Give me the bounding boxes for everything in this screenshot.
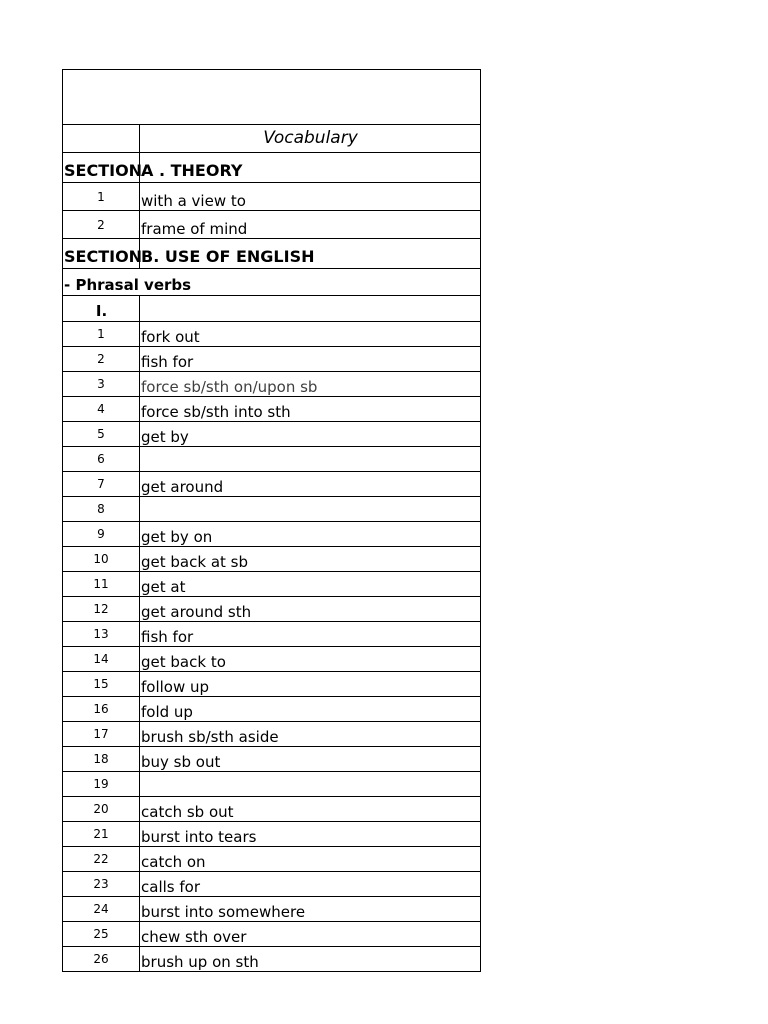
item-term[interactable]: fork out: [140, 322, 481, 347]
roman-numeral-cell[interactable]: I.: [63, 296, 140, 322]
section-b-label[interactable]: SECTION: [63, 239, 140, 269]
item-number[interactable]: 14: [63, 647, 140, 672]
item-term[interactable]: burst into tears: [140, 822, 481, 847]
item-number[interactable]: 2: [63, 347, 140, 372]
item-number[interactable]: 4: [63, 397, 140, 422]
item-number[interactable]: 17: [63, 722, 140, 747]
roman-row-blank-cell[interactable]: [140, 296, 481, 322]
table-row: [63, 422, 481, 447]
header-blank-row: [63, 70, 481, 125]
item-term[interactable]: get around sth: [140, 597, 481, 622]
item-number[interactable]: 1: [63, 322, 140, 347]
item-term[interactable]: [140, 497, 481, 522]
table-row: [63, 522, 481, 547]
item-term[interactable]: get by: [140, 422, 481, 447]
item-term[interactable]: calls for: [140, 872, 481, 897]
table-row: [63, 722, 481, 747]
roman-numeral-row: [63, 296, 481, 322]
table-row: [63, 922, 481, 947]
table-row: [63, 322, 481, 347]
item-term[interactable]: fold up: [140, 697, 481, 722]
item-term[interactable]: brush up on sth: [140, 947, 481, 972]
item-term[interactable]: [140, 772, 481, 797]
item-term[interactable]: fish for: [140, 347, 481, 372]
theory-number[interactable]: 1: [63, 183, 140, 211]
table-row: [63, 597, 481, 622]
item-number[interactable]: 24: [63, 897, 140, 922]
section-a-label[interactable]: SECTION: [63, 153, 140, 183]
item-number[interactable]: 25: [63, 922, 140, 947]
item-term[interactable]: get at: [140, 572, 481, 597]
item-number[interactable]: 11: [63, 572, 140, 597]
item-number[interactable]: 7: [63, 472, 140, 497]
item-number[interactable]: 9: [63, 522, 140, 547]
item-term[interactable]: catch on: [140, 847, 481, 872]
item-number[interactable]: 12: [63, 597, 140, 622]
item-number[interactable]: 23: [63, 872, 140, 897]
item-number[interactable]: 6: [63, 447, 140, 472]
table-row: [63, 447, 481, 472]
table-row: [63, 497, 481, 522]
table-row: [63, 897, 481, 922]
vocab-row-blank-cell[interactable]: [63, 125, 140, 153]
table-row: [63, 622, 481, 647]
vocabulary-title-row: [63, 125, 481, 153]
table-row: [63, 372, 481, 397]
section-b-row: [63, 239, 481, 269]
item-term[interactable]: chew sth over: [140, 922, 481, 947]
item-term[interactable]: get back to: [140, 647, 481, 672]
table-row: [63, 847, 481, 872]
section-a-title[interactable]: A . THEORY: [140, 153, 481, 183]
phrasal-verbs-heading[interactable]: - Phrasal verbs: [63, 269, 481, 296]
theory-term[interactable]: with a view to: [140, 183, 481, 211]
item-term[interactable]: force sb/sth on/upon sb: [140, 372, 481, 397]
table-row: [63, 472, 481, 497]
item-number[interactable]: 26: [63, 947, 140, 972]
section-a-row: [63, 153, 481, 183]
table-row: [63, 347, 481, 372]
item-term[interactable]: burst into somewhere: [140, 897, 481, 922]
item-number[interactable]: 20: [63, 797, 140, 822]
header-top-cell[interactable]: [63, 70, 481, 125]
item-term[interactable]: follow up: [140, 672, 481, 697]
item-number[interactable]: 18: [63, 747, 140, 772]
item-number[interactable]: 8: [63, 497, 140, 522]
phrasal-verbs-row: [63, 269, 481, 296]
item-term[interactable]: buy sb out: [140, 747, 481, 772]
item-term[interactable]: brush sb/sth aside: [140, 722, 481, 747]
item-number[interactable]: 16: [63, 697, 140, 722]
item-number[interactable]: 22: [63, 847, 140, 872]
table-row: [63, 797, 481, 822]
item-number[interactable]: 15: [63, 672, 140, 697]
theory-number[interactable]: 2: [63, 211, 140, 239]
item-term[interactable]: get around: [140, 472, 481, 497]
table-row: [63, 572, 481, 597]
table-row: [63, 547, 481, 572]
item-number[interactable]: 5: [63, 422, 140, 447]
item-number[interactable]: 13: [63, 622, 140, 647]
table-row: [63, 697, 481, 722]
table-row: [63, 872, 481, 897]
item-term[interactable]: get back at sb: [140, 547, 481, 572]
theory-term[interactable]: frame of mind: [140, 211, 481, 239]
item-term[interactable]: force sb/sth into sth: [140, 397, 481, 422]
item-number[interactable]: 19: [63, 772, 140, 797]
table-row: [63, 672, 481, 697]
theory-row-1: [63, 183, 481, 211]
sheet-body: [63, 70, 481, 972]
item-term[interactable]: [140, 447, 481, 472]
table-row: [63, 947, 481, 972]
item-number[interactable]: 21: [63, 822, 140, 847]
vocabulary-title[interactable]: Vocabulary: [140, 125, 481, 153]
item-term[interactable]: fish for: [140, 622, 481, 647]
table-row: [63, 772, 481, 797]
item-term[interactable]: catch sb out: [140, 797, 481, 822]
vocabulary-sheet: [62, 69, 481, 972]
table-row: [63, 747, 481, 772]
item-number[interactable]: 10: [63, 547, 140, 572]
theory-row-2: [63, 211, 481, 239]
table-row: [63, 647, 481, 672]
item-term[interactable]: get by on: [140, 522, 481, 547]
section-b-title[interactable]: B. USE OF ENGLISH: [140, 239, 481, 269]
table-row: [63, 397, 481, 422]
item-number[interactable]: 3: [63, 372, 140, 397]
table-row: [63, 822, 481, 847]
